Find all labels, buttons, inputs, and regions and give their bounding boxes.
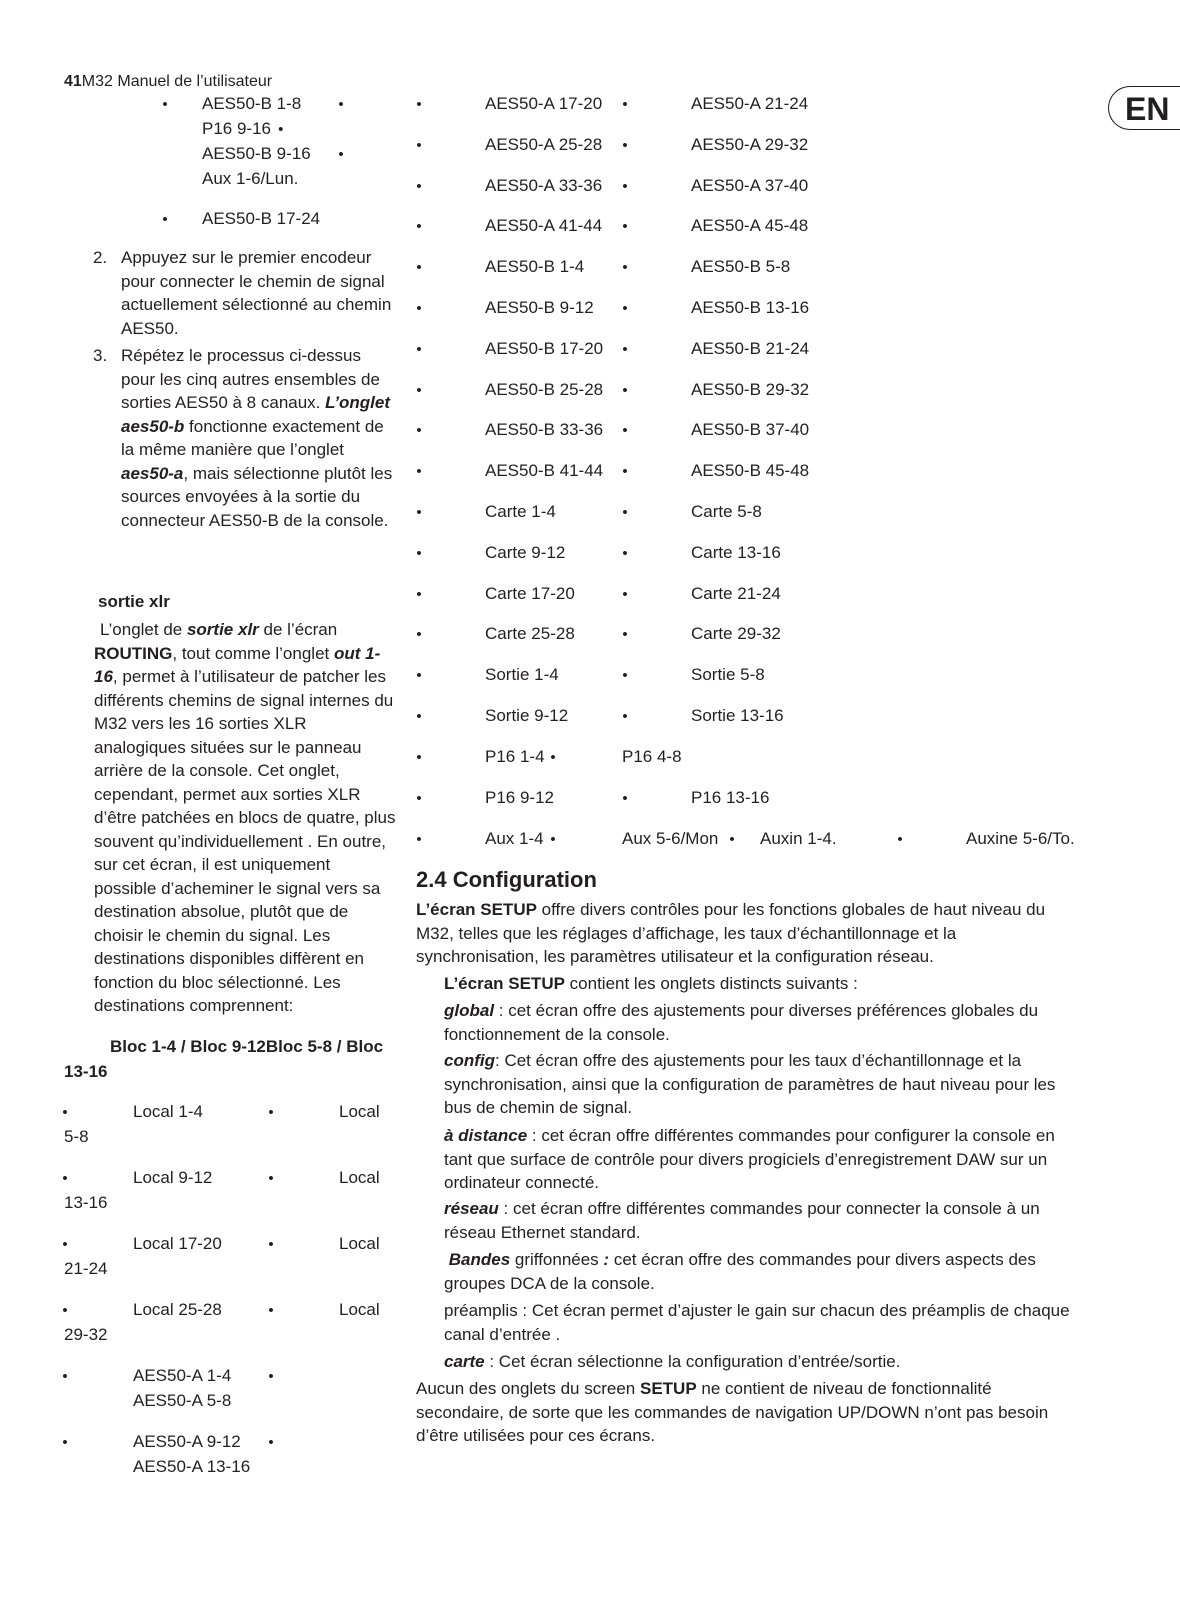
list-item: Carte 1-4 bbox=[485, 502, 556, 521]
list-item: AES50-A 21-24 bbox=[691, 94, 809, 113]
list-item: Aux 1-6/Lun. bbox=[202, 169, 299, 188]
bullet-icon: • bbox=[62, 1302, 68, 1319]
bullet-icon: • bbox=[416, 178, 422, 195]
list-item: AES50-A 13-16 bbox=[133, 1457, 251, 1476]
list-item: Auxin 1-4. bbox=[760, 829, 837, 848]
tab-description-preamps: préamplis : Cet écran permet d’ajuster le gain sur chacun des préamplis de chaque canal d’entrée . bbox=[444, 1301, 1070, 1344]
bullet-icon: • bbox=[162, 96, 168, 113]
bullet-icon: • bbox=[416, 545, 422, 562]
bullet-icon: • bbox=[268, 1434, 274, 1451]
closing-paragraph: Aucun des onglets du screen SETUP ne contient de niveau de fonctionnalité secondaire, de sorte que les commandes de navigation UP/DOWN n’ont pas besoin d’être utilisées pour ces écrans. bbox=[416, 1379, 1049, 1445]
list-item: Sortie 1-4 bbox=[485, 665, 559, 684]
bullet-icon: • bbox=[338, 146, 344, 163]
bullet-icon: • bbox=[338, 96, 344, 113]
list-item: Carte 5-8 bbox=[691, 502, 762, 521]
bullet-icon: • bbox=[550, 831, 556, 848]
list-item: Sortie 9-12 bbox=[485, 706, 569, 725]
bloc-list: Bloc 1-4 / Bloc 9-12Bloc 5-8 / Bloc bbox=[110, 1037, 384, 1056]
list-item: AES50-A 37-40 bbox=[691, 176, 809, 195]
list-item: AES50-B 9-16 bbox=[202, 144, 311, 163]
bullet-icon: • bbox=[416, 218, 422, 235]
bullet-icon: • bbox=[416, 749, 422, 766]
list-item: Local 25-28 bbox=[133, 1300, 222, 1319]
bullet-icon: • bbox=[897, 831, 903, 848]
list-item: Local bbox=[339, 1300, 380, 1319]
list-item: AES50-B 13-16 bbox=[691, 298, 810, 317]
list-item: AES50-B 17-24 bbox=[202, 209, 321, 228]
list-item: Carte 9-12 bbox=[485, 543, 566, 562]
bullet-icon: • bbox=[62, 1368, 68, 1385]
list-item: AES50-B 45-48 bbox=[691, 461, 810, 480]
list-item-cont: 5-8 bbox=[64, 1127, 89, 1146]
list-item: Local 9-12 bbox=[133, 1168, 213, 1187]
list-item: AES50-A 33-36 bbox=[485, 176, 603, 195]
bullet-icon: • bbox=[622, 667, 628, 684]
list-item: P16 13-16 bbox=[691, 788, 770, 807]
bullet-icon: • bbox=[268, 1104, 274, 1121]
list-item: AES50-B 17-20 bbox=[485, 339, 604, 358]
list-item: AES50-B 33-36 bbox=[485, 420, 604, 439]
step-text: Répétez le processus ci-dessus pour les cinq autres ensembles de sorties AES50 à 8 canaux. L’onglet aes50-b fonctionne exactement de la même manière que l’onglet aes50-a, mais sélectionne plutôt les sources envoyées à la sortie du connecteur AES50-B de la console. bbox=[121, 346, 393, 530]
bullet-icon: • bbox=[416, 422, 422, 439]
list-item: AES50-B 1-8 bbox=[202, 94, 302, 113]
document-title: M32 Manuel de l’utilisateur bbox=[81, 73, 273, 90]
page-header bbox=[64, 70, 272, 94]
bloc-list-cont: 13-16 bbox=[64, 1062, 108, 1081]
section-title: 2.4 Configuration bbox=[416, 867, 597, 892]
bullet-icon: • bbox=[162, 211, 168, 228]
list-item: Carte 25-28 bbox=[485, 624, 575, 643]
list-item: Carte 17-20 bbox=[485, 584, 575, 603]
bullet-icon: • bbox=[416, 667, 422, 684]
bullet-icon: • bbox=[416, 96, 422, 113]
list-item: AES50-B 9-12 bbox=[485, 298, 594, 317]
list-item: AES50-B 5-8 bbox=[691, 257, 791, 276]
bullet-icon: • bbox=[622, 790, 628, 807]
step-text: Appuyez sur le premier encodeur pour connecter le chemin de signal actuellement sélectionné au chemin AES50. bbox=[121, 248, 392, 338]
bullet-icon: • bbox=[622, 626, 628, 643]
list-item: AES50-A 41-44 bbox=[485, 216, 603, 235]
list-item: AES50-B 41-44 bbox=[485, 461, 604, 480]
list-item: Aux 5-6/Mon bbox=[622, 829, 719, 848]
bullet-icon: • bbox=[62, 1170, 68, 1187]
list-item: Sortie 5-8 bbox=[691, 665, 765, 684]
list-item: P16 4-8 bbox=[622, 747, 682, 766]
bullet-icon: • bbox=[416, 463, 422, 480]
list-item: Sortie 13-16 bbox=[691, 706, 784, 725]
list-item: P16 1-4 bbox=[485, 747, 545, 766]
list-item: AES50-B 29-32 bbox=[691, 380, 810, 399]
list-item: AES50-A 9-12 bbox=[133, 1432, 241, 1451]
bullet-icon: • bbox=[622, 586, 628, 603]
bullet-icon: • bbox=[622, 259, 628, 276]
bullet-icon: • bbox=[268, 1170, 274, 1187]
list-item: AES50-B 25-28 bbox=[485, 380, 604, 399]
bullet-icon: • bbox=[550, 749, 556, 766]
list-item: AES50-A 25-28 bbox=[485, 135, 603, 154]
list-item-cont: 13-16 bbox=[64, 1193, 108, 1212]
list-item: Auxine 5-6/To. bbox=[966, 829, 1075, 848]
bullet-icon: • bbox=[622, 341, 628, 358]
list-item: AES50-A 45-48 bbox=[691, 216, 809, 235]
list-item: Local 17-20 bbox=[133, 1234, 222, 1253]
bullet-icon: • bbox=[622, 382, 628, 399]
list-item: Local bbox=[339, 1234, 380, 1253]
bullet-icon: • bbox=[268, 1236, 274, 1253]
list-item: P16 9-12 bbox=[485, 788, 554, 807]
bullet-icon: • bbox=[416, 382, 422, 399]
list-item: AES50-A 5-8 bbox=[133, 1391, 232, 1410]
bullet-icon: • bbox=[416, 626, 422, 643]
list-item: Local bbox=[339, 1168, 380, 1187]
xlr-paragraph: L’onglet de sortie xlr de l’écran ROUTING, tout comme l’onglet out 1-16, permet à l’utilisateur de patcher les différents chemins de signal internes du M32 vers les 16 sorties XLR analogiques situées sur le panneau arrière de la console. Cet onglet, cependant, permet aux sorties XLR d’être patchées en blocs de quatre, plus souvent qu’individuellement . En outre, sur cet écran, il est uniquement possible d’acheminer le signal vers sa destination absolue, plutôt que de choisir le chemin du signal. Les destinations disponibles diffèrent en fonction du bloc sélectionné. Les destinations comprennent: bbox=[94, 620, 396, 1015]
list-item: P16 9-16 • bbox=[202, 119, 284, 138]
language-badge: EN bbox=[1108, 86, 1180, 130]
bullet-icon: • bbox=[729, 831, 735, 848]
bullet-icon: • bbox=[416, 504, 422, 521]
list-item-cont: 21-24 bbox=[64, 1259, 108, 1278]
list-item: AES50-B 1-4 bbox=[485, 257, 585, 276]
bullet-icon: • bbox=[416, 831, 422, 848]
bullet-icon: • bbox=[62, 1104, 68, 1121]
config-intro: L’écran SETUP offre divers contrôles pour les fonctions globales de haut niveau du M32, telles que les réglages d’affichage, les taux d’échantillonnage et la synchronisation, les paramètres utilisateur et la configuration réseau. bbox=[416, 900, 1046, 966]
bullet-icon: • bbox=[622, 137, 628, 154]
bullet-icon: • bbox=[622, 463, 628, 480]
tab-description-global: global : cet écran offre des ajustements pour diverses préférences globales du fonctionnement de la console. bbox=[444, 1001, 1039, 1044]
list-item-cont: 29-32 bbox=[64, 1325, 108, 1344]
bullet-icon: • bbox=[62, 1236, 68, 1253]
bullet-icon: • bbox=[622, 178, 628, 195]
tab-description-card: carte : Cet écran sélectionne la configuration d’entrée/sortie. bbox=[444, 1352, 901, 1371]
list-item: AES50-A 17-20 bbox=[485, 94, 603, 113]
list-item: AES50-A 29-32 bbox=[691, 135, 809, 154]
bullet-icon: • bbox=[268, 1302, 274, 1319]
tabs-intro: L’écran SETUP contient les onglets distincts suivants : bbox=[444, 974, 858, 993]
bullet-icon: • bbox=[622, 422, 628, 439]
bullet-icon: • bbox=[622, 218, 628, 235]
bullet-icon: • bbox=[622, 300, 628, 317]
list-item: Local 1-4 bbox=[133, 1102, 203, 1121]
page-number: 41 bbox=[64, 73, 82, 90]
tab-description-scribble: Bandes griffonnées : cet écran offre des commandes pour divers aspects des groupes DCA de la console. bbox=[444, 1250, 1036, 1293]
list-item: Carte 29-32 bbox=[691, 624, 781, 643]
list-item: Carte 13-16 bbox=[691, 543, 781, 562]
bullet-icon: • bbox=[622, 708, 628, 725]
bullet-icon: • bbox=[622, 545, 628, 562]
bullet-icon: • bbox=[268, 1368, 274, 1385]
list-item: Carte 21-24 bbox=[691, 584, 781, 603]
bullet-icon: • bbox=[622, 504, 628, 521]
step-number: 2. bbox=[93, 248, 108, 267]
bullet-icon: • bbox=[416, 586, 422, 603]
section-heading: sortie xlr bbox=[98, 592, 170, 611]
list-item: Local bbox=[339, 1102, 380, 1121]
bullet-icon: • bbox=[416, 708, 422, 725]
list-item: AES50-B 37-40 bbox=[691, 420, 810, 439]
bullet-icon: • bbox=[416, 137, 422, 154]
list-item: AES50-A 1-4 bbox=[133, 1366, 232, 1385]
bullet-icon: • bbox=[416, 341, 422, 358]
step-number: 3. bbox=[93, 346, 108, 365]
tab-description-config: config: Cet écran offre des ajustements pour les taux d’échantillonnage et la synchronisation, ainsi que la configuration de paramètres de haut niveau pour les bus de chemin de signal. bbox=[444, 1051, 1056, 1117]
bullet-icon: • bbox=[622, 96, 628, 113]
bullet-icon: • bbox=[62, 1434, 68, 1451]
tab-description-network: réseau : cet écran offre différentes commandes pour connecter la console à un réseau Ethernet standard. bbox=[444, 1199, 1040, 1242]
list-item: AES50-B 21-24 bbox=[691, 339, 810, 358]
tab-description-remote: à distance : cet écran offre différentes commandes pour configurer la console en tant que surface de contrôle pour divers progiciels d’enregistrement DAW sur un ordinateur connecté. bbox=[444, 1126, 1055, 1192]
bullet-icon: • bbox=[416, 790, 422, 807]
list-item: Aux 1-4 bbox=[485, 829, 544, 848]
bullet-icon: • bbox=[416, 259, 422, 276]
bullet-icon: • bbox=[416, 300, 422, 317]
